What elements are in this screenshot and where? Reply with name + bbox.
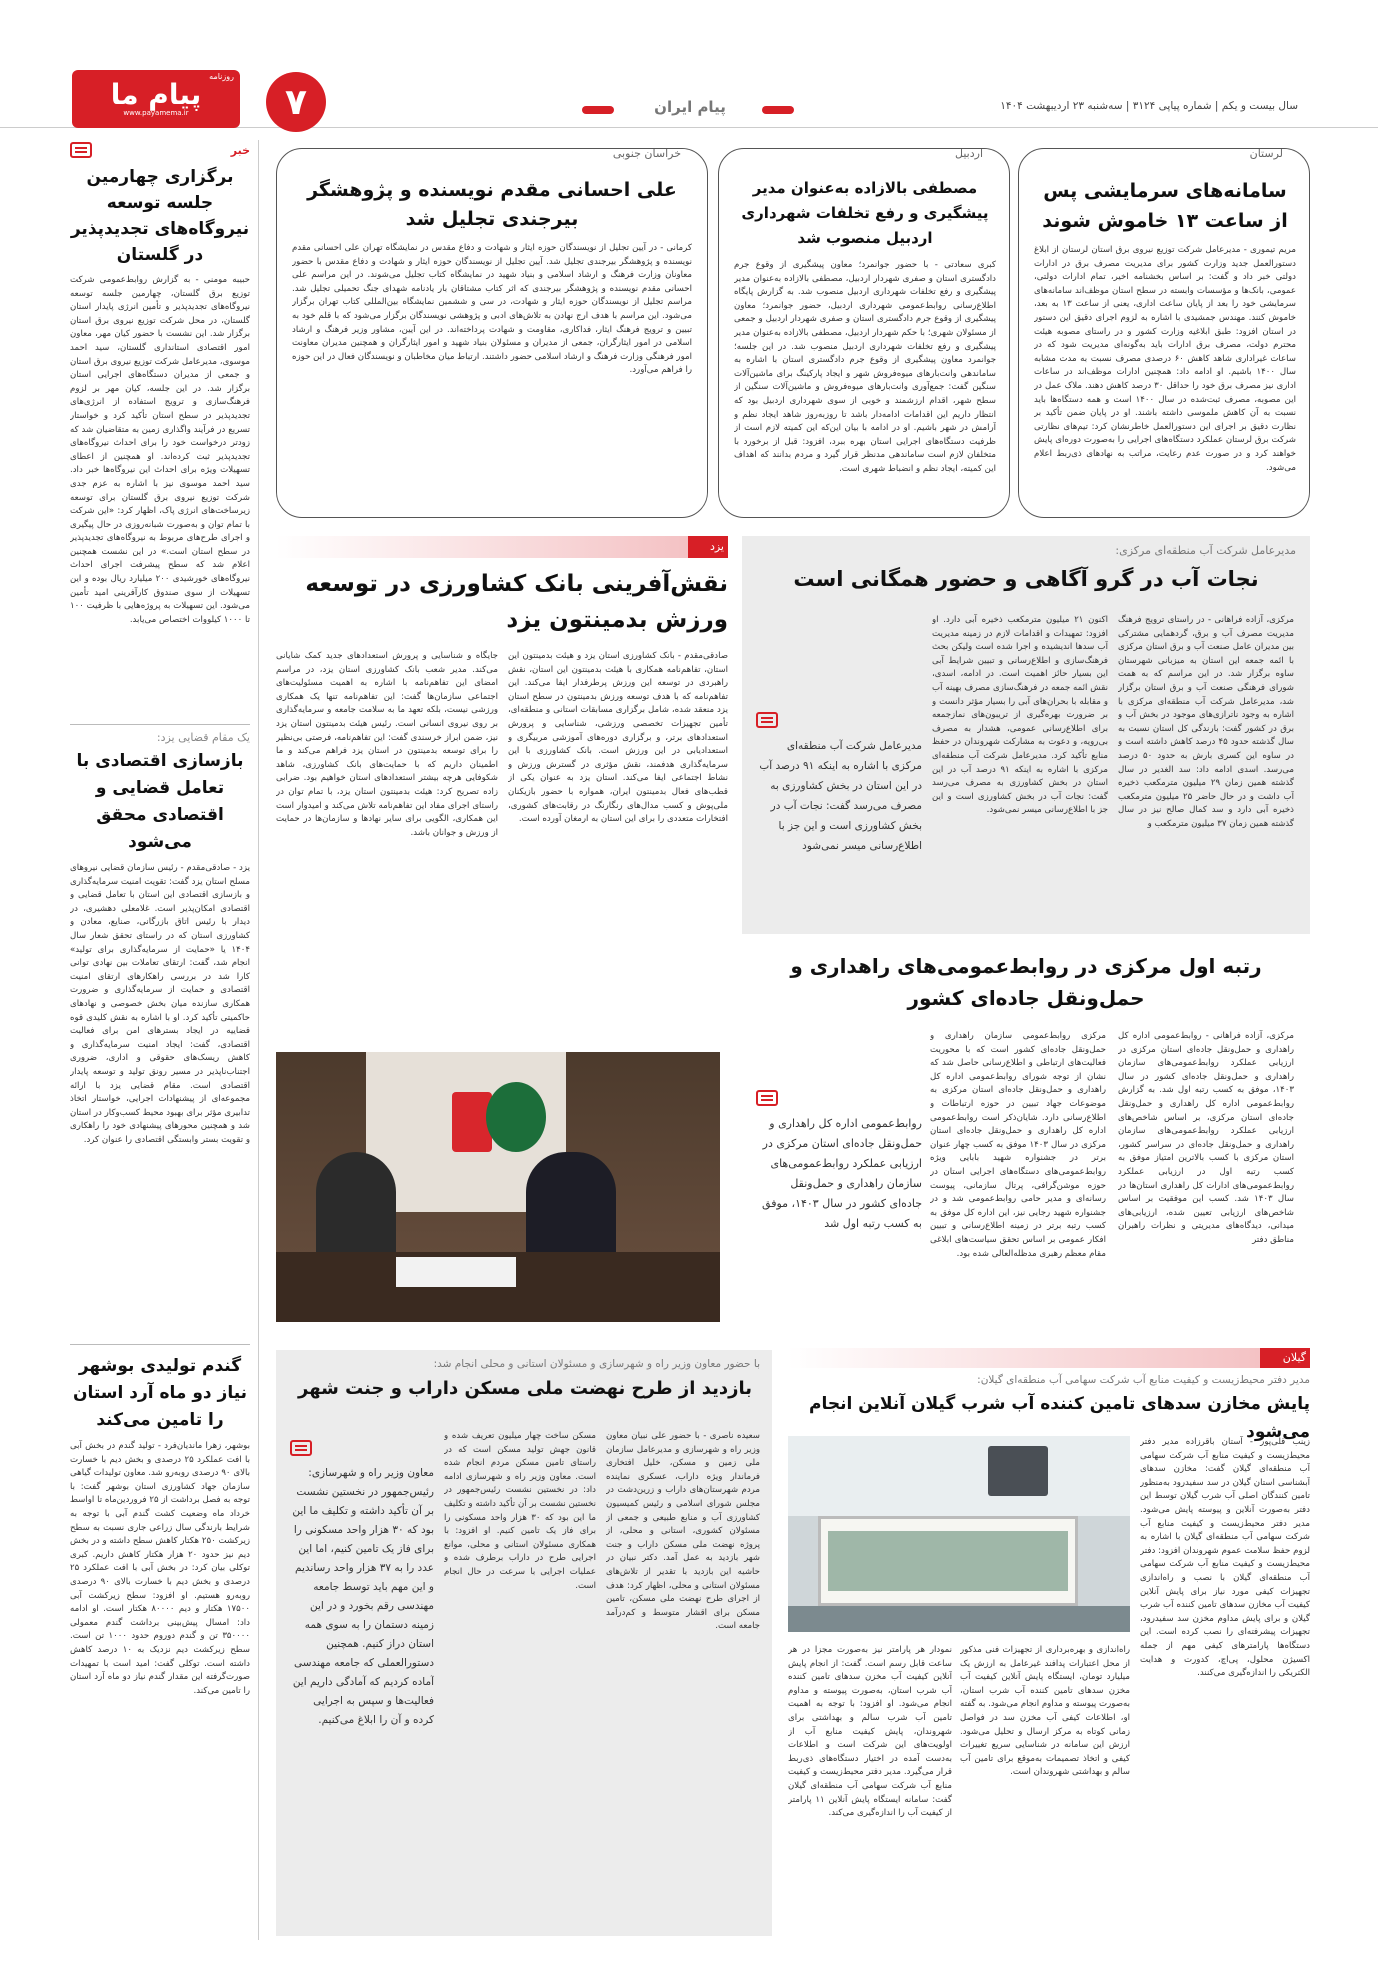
- left-story3-body: بوشهر، زهرا ماندیان‌فرد - تولید گندم در بخش آبی با افت عملکرد ۲۵ درصدی و بخش دیم با خسارت بالای ۹۰ درصدی روبه‌رو شد. معاون تولیدات گیاهی سازمان جهاد کشاورزی استان بوشهر گفت: با توجه به فصل برداشت از ۲۵ فروردین‌ماه تا اواسط خرداد ماه وضعیت کشت گندم آبی با توجه به شرایط بارندگی سال زراعی جاری نسبت به سطح زیرکشت ۲۵۰ هکتار کاهش سطح داشته و در بخش دیم نیز حدود ۲۰ هزار هکتار کاهش داریم. کبری توکلی بیان کرد: در بخش آبی با افت عملکرد ۲۵ درصدی و بخش دیم با خسارت بالای ۹۰ درصدی روبه‌رو هستیم. او افزود: سطح زیرکشت آبی ۱۷۵۰۰ هکتار و دیم ۸۰۰۰۰ هکتار است. او ادامه داد: امسال پیش‌بینی برداشت گندم معمولی ۳۵۰۰۰۰ تن و گندم دوروم حدود ۱۰۰۰ تن است. سطح زیرکشت دیم نزدیک به ۱۰ درصد کاهش داشته است. توکلی گفت: امید است با تمهیدات صورت‌گرفته این مقدار گندم نیاز دو ماه آرد استان را تامین می‌کند.: [70, 1441, 250, 1696]
- yazd-region: یزد: [709, 540, 724, 553]
- quote-icon: [290, 1440, 312, 1456]
- story-body-khorasan: کرمانی - در آیین تجلیل از نویسندگان حوزه ایثار و شهادت و دفاع مقدس در نمایشگاه تهران علی احسانی مقدم نویسنده و پژوهشگر بیرجندی تجلیل شد. آیین تجلیل از نویسندگان حوزه ایثار و شهادت و دفاع مقدس با حضور معاونان وزارت فرهنگ و ارشاد اسلامی و بنیاد شهید در نمایشگاه کتاب تجلیل می‌شوند. در این مراسم علی احسانی مقدم نویسنده و پژوهشگر بیرجندی که اثر کتاب مشتاقان بار یادنامه شهدای جنگ تحمیلی تجلیل شد. مراسم تجلیل از نویسندگان حوزه ایثار و شهادت، در سی و ششمین نمایشگاه بین‌المللی کتاب تهران برگزار می‌شود. این مراسم با هدف ارج نهادن به تلاش‌های ادبی و پژوهشی نویسندگان برگزار می‌شود که با قلم خود به تبیین و ترویج فرهنگ ایثار، فداکاری، مقاومت و شهادت پرداخته‌اند. در این آیین، مشاور وزیر فرهنگ و ارشاد اسلامی در امور ایثارگران، جمعی از مدیران و مسئولان بنیاد شهید و امور ایثارگران و همچنین مدیران معاونت امور فرهنگی وزارت فرهنگ و ارشاد اسلامی حضور داشتند. ارتباط میان مخاطبان و نویسندگان فعال در این حوزه را فراهم می‌آورد.: [292, 243, 692, 376]
- roads-title-wrap: [756, 950, 1296, 1014]
- story-body-lorestan: مریم تیموری - مدیرعامل شرکت توزیع نیروی برق استان لرستان از ابلاغ دستورالعمل جدید وزارت کشور برای مدیریت مصرف برق در ادارات دولتی خبر داد و گفت: بر اساس بخشنامه اخیر، تمام ادارات دولتی، عمومی، بانک‌ها و مؤسسات وابسته در سطح استان موظف‌اند سامانه‌های سرمایشی خود را بعد از پایان ساعت اداری، یعنی از ساعت ۱۳ به بعد، خاموش کنند. مهندس جمشیدی با اشاره به لزوم اجرای دقیق این دستور در استان افزود: طبق ابلاغیه وزارت کشور و در راستای مصوبه هیئت محترم دولت، مصرف برق ادارات باید به‌گونه‌ای مدیریت شود که در ساعات غیراداری شاهد کاهش ۶۰ درصدی مصرف نسبت به مدت مشابه سال ۱۴۰۰ باشیم. او ادامه داد: همچنین ادارات موظف‌اند در ساعات اداری نیز مصرف برق خود را حداقل ۳۰ درصد کاهش دهند. ملاک عمل در این مصوبه، مصرف ثبت‌شده در سال ۱۴۰۰ است و همه دستگاه‌ها باید نسبت به آن کاهش ملموسی داشته باشند. او در پایان ضمن تأکید بر نظارت دقیق بر اجرای این دستورالعمل خاطرنشان کرد: تیم‌های نظارتی شرکت برق لرستان عملکرد دستگاه‌های اجرایی را به‌صورت دوره‌ای پایش خواهند کرد و در صورت عدم رعایت، مراتب به نهادهای ذی‌ربط اعلام می‌شود.: [1034, 245, 1296, 473]
- story-lorestan-content: [1034, 176, 1296, 504]
- story-title-lorestan: سامانه‌های سرمایشی پس از ساعت ۱۳ خاموش شوند: [1042, 180, 1288, 232]
- roads-col2: مرکزی روابط‌عمومی سازمان راهداری و حمل‌ونقل جاده‌ای کشور است که با محوریت فعالیت‌های ارتباطی و اطلاع‌رسانی حاصل شد که نشان از توجه شورای روابط‌عمومی اداره کل راهداری و حمل‌ونقل جاده‌ای استان مرکزی به موضوعات جهاد تبیین در حوزه ارتباطات و اطلاع‌رسانی دارد. شایان‌ذکر است روابط‌عمومی اداره کل راهداری و حمل‌ونقل جاده‌ای استان مرکزی در سال ۱۴۰۳ موفق به کسب چهار عنوان برتر در جشنواره شهید بابایی ویژه روابط‌عمومی‌های دستگاه‌های اجرایی استان در حوزه موشن‌گرافی، پرتال سازمانی، پیوست رسانه‌ای و مدیر حامی روابط‌عمومی شد و در جشنواره شهید رجایی نیز، این اداره کل موفق به کسب رتبه برتر در زمینه اطلاع‌رسانی و تبیین افکار عمومی بر اساس تحقق سیاست‌های ابلاغی مقام معظم رهبری مدظله‌العالی شده بود.: [930, 1031, 1106, 1259]
- guilan-col2: راه‌اندازی و بهره‌برداری از تجهیزات فنی مذکور از محل اعتبارات پدافند غیرعامل به ارزش یک میلیارد تومان، ایستگاه پایش آنلاین کیفیت آب مخزن سدهای تامین کننده آب شرب استان، به‌صورت پیوسته و مداوم انجام می‌شود. به گفته او، اطلاعات کیفی آب مخزن سد در فواصل زمانی کوتاه به مرکز ارسال و تحلیل می‌شود. ارزش این سامانه در شناسایی سریع تغییرات کیفی و اتخاذ تصمیمات به‌موقع برای تامین آب سالم و بهداشتی شهروندان است.: [960, 1645, 1130, 1778]
- left-story1-body: حبیبه مومنی - به گزارش روابط‌عمومی شرکت توزیع برق گلستان، چهارمین جلسه توسعه نیروگاه‌های تجدیدپذیر و تأمین انرژی پایدار استان گلستان، در محل شرکت توزیع نیروی برق استان برگزار شد. این نشست با حضور کیان مهر، معاون امور اقتصادی استانداری گلستان، سید احمد موسوی، مدیرعامل شرکت توزیع نیروی برق استان و جمعی از مدیران دستگاه‌های اجرایی استان برگزار شد. در این جلسه، کیان مهر بر لزوم فرهنگ‌سازی و ترویج استفاده از انرژی‌های تجدیدپذیر در سطح استان تأکید کرد و خواستار تسریع در فرآیند واگذاری زمین به متقاضیان شد که زودتر درخواست خود را برای احداث نیروگاه‌های تجدیدپذیر ثبت کرده‌اند. او همچنین از اعطای تسهیلات ویژه برای احداث این نیروگاه‌ها خبر داد. سید احمد موسوی نیز با اشاره به عزم جدی شرکت توزیع نیروی برق گلستان برای توسعه زیرساخت‌های انرژی پاک، اظهار کرد: «این شرکت با تمام توان و به‌صورت شبانه‌روزی در حال پیگیری و اجرای طرح‌های مربوط به نیروگاه‌های تجدیدپذیر در سطح استان است.» در این نشست همچنین اعلام شد که سطح پیشرفت اجرای احداث نیروگاه‌های خورشیدی ۲۰۰ میلیارد ریال بوده و این تسهیلات از سوی صندوق کارآفرینی امید تأمین می‌شود. این تسهیلات به پروژه‌هایی با ظرفیت ۱۰۰ تا ۱۰۰۰ کیلووات اختصاص می‌یابد.: [70, 275, 250, 625]
- header-divider-right: [762, 106, 794, 114]
- housing-quote-text: معاون وزیر راه و شهرسازی: رئیس‌جمهور در نخستین نشست بر آن تأکید داشته و تکلیف ما این بود که ۳۰ هزار واحد مسکونی را برای فاز یک تامین کنیم، اما این عدد را به ۳۷ هزار واحد رساندیم و این مهم باید توسط جامعه مهندسی رقم بخورد و در این زمینه دستمان را به سوی همه استان دراز کنیم. همچنین دستورالعملی که جامعه مهندسی آماده کردیم که آمادگی داریم این فعالیت‌ها و سپس به اجرایی کرده و آن را ابلاغ می‌کنیم.: [292, 1467, 434, 1726]
- water-col1: مرکزی، آزاده فراهانی - در راستای ترویج فرهنگ مدیریت مصرف آب و برق، گردهمایی مشترکی بین مدیران عامل صنعت آب و برق استان مرکزی با ائمه جمعه این استان به میزبانی شهرستان ساوه برگزار شد. در این مراسم که به همت شورای فرهنگی صنعت آب و برق استان برگزار شد، مدیرعامل شرکت آب منطقه‌ای مرکزی با اشاره به وجود ناترازی‌های موجود در بخش آب و برق در کشور گفت: بارندگی کل استان نسبت به سال گذشته حدود ۴۵ درصد کاهش داشته است و در ساوه این کسری بارش به حدود ۵۰ درصد می‌رسد. اسدی ادامه داد: سد الغدیر در سال گذشته همین زمان ۲۹ میلیون مترمکعب ذخیره آب داشت و در حال حاضر ۲۵ میلیون مترمکعب ذخیره آبی دارد و سد کمال صالح نیز در سال گذشته همین زمان ۳۷ میلیون مترمکعب و: [1118, 615, 1294, 829]
- story-ardabil-content: [734, 176, 996, 529]
- water-quote: [756, 712, 922, 856]
- header-divider-left: [582, 106, 614, 114]
- guilan-col3: نمودار هر پارامتر نیز به‌صورت مجزا در هر ساعت قابل رسم است. گفت: از انجام پایش آنلاین کیفیت آب مخزن سدهای تامین کننده آب شرب استان، به‌صورت پیوسته و مداوم انجام می‌شود. او افزود: با توجه به اهمیت تامین آب شرب سالم و بهداشتی برای شهروندان، پایش کیفیت منابع آب از اولویت‌های این شرکت است و اطلاعات به‌دست آمده در اختیار دستگاه‌های ذی‌ربط قرار می‌گیرد. مدیر دفتر محیط‌زیست و کیفیت منابع آب شرکت سهامی آب منطقه‌ای گیلان گفت: سامانه ایستگاه پایش آنلاین ۱۱ پارامتر از کیفیت آب را اندازه‌گیری می‌کند.: [788, 1645, 952, 1819]
- left-story2-kicker: یک مقام قضایی یزد:: [156, 731, 250, 744]
- left-tag: خبر: [230, 143, 250, 157]
- housing-head: [290, 1358, 760, 1404]
- left-story1-title: برگزاری چهارمین جلسه توسعه نیروگاه‌های تجدیدپذیر در گلستان: [70, 167, 250, 265]
- story-region-khorasan: خراسان جنوبی: [607, 148, 687, 160]
- housing-kicker: با حضور معاون وزیر راه و شهرسازی و مسئولان استانی و محلی انجام شد:: [433, 1358, 760, 1370]
- yazd-title: نقش‌آفرینی بانک کشاورزی در توسعه ورزش بدمینتون یزد: [305, 571, 728, 633]
- guilan-kicker: مدیر دفتر محیط‌زیست و کیفیت منابع آب شرکت سهامی آب منطقه‌ای گیلان:: [977, 1374, 1310, 1386]
- guilan-col1: زینب قلی‌پور - آستان باقرزاده مدیر دفتر محیط‌زیست و کیفیت منابع آب شرکت سهامی آب منطقه‌ای گیلان گفت: مخازن سدهای آبشناسی استان گیلان در سد سفیدرود به‌منظور تامین کنندگان اصلی آب شرب گیلان توسط این دفتر به‌صورت آنلاین و پیوسته پایش می‌شود. مدیر دفتر محیط‌زیست و کیفیت منابع آب شرکت سهامی آب منطقه‌ای گیلان با اشاره به لزوم حفظ سلامت عموم شهروندان افزود: دفتر محیط‌زیست و کیفیت منابع آب شرکت سهامی آب منطقه‌ای گیلان با نصب و راه‌اندازی تجهیزات کیفی مورد نیاز برای پایش آنلاین کیفیت آب مخازن سدهای تامین کننده آب شرب گیلان و برای پایش مداوم مخزن سد سفیدرود، تجهیزات پیشرفته‌ای را نصب کرده است. این دستگاه‌ها پارامترهای کیفی مهم از جمله اکسیژن محلول، پی‌اچ، کدورت و هدایت الکتریکی را اندازه‌گیری می‌کنند.: [1140, 1437, 1310, 1679]
- guilan-region: گیلان: [1282, 1351, 1306, 1364]
- housing-quote: [290, 1440, 434, 1924]
- logo-site: www.payamema.ir: [123, 109, 189, 117]
- left-story2-body: یزد - صادقی‌مقدم - رئیس سازمان قضایی نیروهای مسلح استان یزد گفت: تقویت امنیت سرمایه‌گذاری و بازسازی اقتصادی این استان با تعامل قضایی و اقتصادی امکان‌پذیر است. غلامعلی دهشیری، در دیدار با رئیس اتاق بازرگانی، صنایع، معادن و کشاورزی استان که در راستای تحقق شعار سال ۱۴۰۴ یا «حمایت از سرمایه‌گذاری برای تولید» انجام شد، گفت: ارتقای تعاملات بین نهادی توانی کارا شد در بررسی راهکارهای ارتقای امنیت اقتصادی و حمایت از سرمایه‌گذاری و ضرورت همکاری سازنده میان بخش خصوصی و نهادهای حاکمیتی تأکید کرد. او با اشاره به نقش کلیدی قوه قضاییه در ایجاد بسترهای امن برای فعالیت اقتصادی، گفت: ایجاد امنیت سرمایه‌گذاری و کاهش ریسک‌های حقوقی و اداری، ضروری اجتناب‌ناپذیر در مسیر رونق تولید و توسعه پایدار اقتصادی است. مقام قضایی یزد با ارائه مجموعه‌ای از پیشنهادات اجرایی، خواستار اتخاذ تدابیری مؤثر برای بهبود محیط کسب‌وکار در استان شد و همچنین محورهای پیشنهادی خود را راهکاری و تقویت بستر وابستگی اقتصادی را عنوان کرد.: [70, 863, 250, 1145]
- yazd-col1: صادقی‌مقدم - بانک کشاورزی استان یزد و هیئت بدمینتون این استان، تفاهم‌نامه همکاری با هیئت بدمینتون این استان، نقش راهبردی در توسعه این ورزش پرطرفدار ایفا می‌کند. این تفاهم‌نامه که با هدف توسعه ورزش بدمینتون در سطح استان یزد منعقد شده، شامل برگزاری مسابقات استانی و منطقه‌ای، تأمین تجهیزات تخصصی ورزشی، شناسایی و پرورش استعدادهای برتر، و برگزاری دوره‌های آموزشی مربیگری و استعدادیابی در این ورزش است. بانک کشاورزی با این سرمایه‌گذاری هدفمند، نقش مؤثری در گسترش ورزش و نشاط اجتماعی ایفا می‌کند. استان یزد به عنوان یکی از قطب‌های فعال بدمینتون ایران، همواره با حضور بازیکنان ملی‌پوش و کسب مدال‌های رنگارنگ در رقابت‌های کشوری، افتخارات متعددی را برای این استان به ارمغان آورده است.: [508, 651, 728, 825]
- quote-icon: [756, 1090, 778, 1106]
- logo-small-text: روزنامه: [209, 72, 234, 81]
- story-khorasan-content: [292, 176, 692, 512]
- story-region-ardabil: اردبیل: [949, 148, 989, 160]
- roads-col1: مرکزی، آزاده فراهانی - روابط‌عمومی اداره کل راهداری و حمل‌ونقل جاده‌ای استان مرکزی در ارزیابی عملکرد روابط‌عمومی‌های سازمان راهداری و حمل‌ونقل جاده‌ای کشور در سال ۱۴۰۳، موفق به کسب رتبه اول شد. به گزارش روابط‌عمومی اداره کل راهداری و حمل‌ونقل جاده‌ای استان مرکزی، بر اساس شاخص‌های ارزیابی عملکرد روابط‌عمومی‌های سازمان راهداری و حمل‌ونقل جاده‌ای در سراسر کشور، استان مرکزی با کسب بالاترین امتیاز موفق به کسب رتبه اول در ارزیابی عملکرد روابط‌عمومی‌های ادارات کل راهداری استان‌ها در سال ۱۴۰۳ شد. کسب این موفقیت بر اساس شاخص‌های ارزیابی تعیین شده، ارزیابی‌های میدانی، دیدگاه‌های مدیریتی و نظرات راهبران مناطق دفتر: [1118, 1031, 1294, 1245]
- left-column-rule: [258, 140, 259, 1940]
- housing-col2: مسکن ساخت چهار میلیون تعریف شده و قانون جهش تولید مسکن است که در راستای تامین مسکن مردم انجام شده است. معاون وزیر راه و شهرسازی ادامه داد: در نخستین نشست رئیس‌جمهور در نخستین نشست بر آن تأکید داشته و تکلیف ما این بود که ۳۰ هزار واحد مسکونی را برای فاز یک تامین کنیم. او افزود: با همکاری مسئولان استانی و محلی، موانع اجرایی طرح در داراب برطرف شده و عملیات اجرایی با سرعت در حال انجام است.: [444, 1431, 596, 1591]
- yazd-title-wrap: [276, 566, 728, 638]
- guilan-photo: [788, 1436, 1130, 1632]
- yazd-bar: [276, 536, 728, 558]
- page-number: ۷: [285, 81, 307, 123]
- page-number-badge: [266, 72, 326, 132]
- issue-info: سال بیست و یکم | شماره پیاپی ۳۱۲۴ | سه‌شنبه ۲۳ اردیبهشت ۱۴۰۴: [1000, 100, 1298, 112]
- guilan-title: پایش مخازن سدهای تامین کننده آب شرب گیلان آنلاین انجام می‌شود: [809, 1394, 1310, 1442]
- logo: [72, 70, 240, 128]
- section-title: پیام ایران: [654, 98, 726, 116]
- story-title-ardabil: مصطفی بالازاده به‌عنوان مدیر پیشگیری و رفع تخلفات شهرداری اردبیل منصوب شد: [741, 179, 989, 247]
- yazd-col2: جایگاه و شناسایی و پرورش استعدادهای جدید کمک شایانی می‌کند. مدیر شعب بانک کشاورزی استان یزد، در مراسم امضای این تفاهم‌نامه با اشاره به اهمیت مسئولیت‌های اجتماعی سازمان‌ها گفت: این تفاهم‌نامه تنها یک همکاری ورزشی نیست، بلکه تعهد ما به سلامت جامعه و سرمایه‌گذاری بر روی نیروی انسانی است. رئیس هیئت بدمینتون استان یزد نیز، ضمن ابراز خرسندی گفت: این تفاهم‌نامه، فرصتی بی‌نظیر را برای توسعه بدمینتون در استان یزد فراهم می‌کند و ما اطمینان داریم که با حمایت‌های بانک کشاورزی، شاهد شکوفایی هرچه بیشتر استعدادهای استان خواهیم بود. ضرابی زاده تصریح کرد: هیئت بدمینتون استان یزد، با تمام توان در راستای اجرای مفاد این تفاهم‌نامه تلاش می‌کند و امیدوار است این همکاری، الگویی برای سایر نهادها و سازمان‌ها در حمایت از ورزش و جوانان باشد.: [276, 651, 498, 838]
- story-title-khorasan: علی احسانی مقدم نویسنده و پژوهشگر بیرجندی تجلیل شد: [307, 179, 677, 230]
- housing-col1: سعیده ناصری - با حضور علی نبیان معاون وزیر راه و شهرسازی و مدیرعامل سازمان ملی زمین و مسکن، خلیل افتخاری فرماندار ویژه داراب، عسکری نماینده مردم شهرستان‌های داراب و زرین‌دشت در مجلس شورای اسلامی و رئیس کمیسیون کشاورزی آب و منابع طبیعی و جمعی از مسئولان کشوری، استانی و محلی، از پروژه نهضت ملی مسکن داراب و جنت شهر بازدید به عمل آمد. دکتر نبیان در حاشیه این بازدید با تقدیر از تلاش‌های مسئولان استانی و محلی، اظهار کرد: هدف از اجرای طرح نهضت ملی مسکن، تامین مسکن برای اقشار متوسط و کم‌درآمد جامعه است.: [606, 1431, 760, 1632]
- quote-icon: [756, 712, 778, 728]
- roads-quote-text: روابط‌عمومی اداره کل راهداری و حمل‌ونقل جاده‌ای استان مرکزی در ارزیابی عملکرد روابط‌عمومی‌های سازمان راهداری و حمل‌ونقل جاده‌ای کشور در سال ۱۴۰۳، موفق به کسب رتبه اول شد: [762, 1117, 922, 1230]
- news-icon: [70, 142, 92, 158]
- left-column: [70, 142, 250, 1932]
- water-col2: اکنون ۲۱ میلیون مترمکعب ذخیره آبی دارد. او افزود: تمهیدات و اقدامات لازم در زمینه مدیریت آب سدها اندیشیده و اجرا شده است ولیکن بحث فرهنگ‌سازی و اطلاع‌رسانی و تبیین شرایط آبی این بسیار حائز اهمیت است. در ادامه، اسدی، نقش ائمه جمعه در فرهنگ‌سازی مصرف بهینه آب و مقابله با بحران‌های آبی را بسیار مؤثر دانست و بر ضرورت بهره‌گیری از تریبون‌های نمازجمعه برای اطلاع‌رسانی عمومی، هشدار به مصرف بی‌رویه، و دعوت به مشارکت شهروندان در حفظ منابع تأکید کرد. مدیرعامل شرکت آب منطقه‌ای مرکزی با اشاره به اینکه ۹۱ درصد آب در این استان در بخش کشاورزی به مصرف می‌رسد گفت: نجات آب در بخش کشاورزی است و این جز با اطلاع‌رسانی میسر نمی‌شود.: [932, 615, 1108, 816]
- story-region-lorestan: لرستان: [1244, 148, 1289, 160]
- housing-title: بازدید از طرح نهضت ملی مسکن داراب و جنت شهر: [298, 1378, 752, 1399]
- guilan-bar: [788, 1348, 1310, 1368]
- left-story3-title: گندم تولیدی بوشهر نیاز دو ماه آرد استان را تامین می‌کند: [72, 1356, 248, 1430]
- roads-title: رتبه اول مرکزی در روابط‌عمومی‌های راهداری و حمل‌ونقل جاده‌ای کشور: [790, 954, 1262, 1010]
- yazd-photo: [276, 1052, 720, 1322]
- water-content: [756, 544, 1296, 595]
- water-title: نجات آب در گرو آگاهی و حضور همگانی است: [793, 567, 1259, 591]
- logo-text: پیام ما: [110, 78, 202, 111]
- water-kicker: مدیرعامل شرکت آب منطقه‌ای مرکزی:: [1115, 544, 1296, 557]
- water-quote-text: مدیرعامل شرکت آب منطقه‌ای مرکزی با اشاره به اینکه ۹۱ درصد آب در این استان در بخش کشاورزی به مصرف می‌رسد گفت: نجات آب در بخش کشاورزی است و این جز با اطلاع‌رسانی میسر نمی‌شود: [759, 740, 922, 852]
- left-story2-title: بازسازی اقتصادی با تعامل قضایی و اقتصادی محقق می‌شود: [76, 751, 244, 852]
- story-body-ardabil: کبری سعادتی - با حضور جوانمرد؛ معاون پیشگیری از وقوع جرم دادگستری استان و صفری شهردار اردبیل، مصطفی بالازاده به‌عنوان مدیر پیشگیری و رفع تخلفات شهرداری اردبیل منصوب شد. به گزارش پایگاه اطلاع‌رسانی روابط‌عمومی شهرداری اردبیل، حضور جوانمرد؛ معاون پیشگیری از وقوع جرم دادگستری استان و صفری شهردار اردبیل و جمعی از مسئولان شهری؛ با حکم شهردار اردبیل، مصطفی بالازاده به‌عنوان مدیر پیشگیری و رفع تخلفات شهرداری اردبیل منصوب شد. در این جلسه؛ جوانمرد معاون پیشگیری از وقوع جرم دادگستری استان با اشاره به ساماندهی وانت‌بارهای میوه‌فروش شهر و ایجاد پارکینگ برای ماشین‌آلات سنگین گفت: جمع‌آوری وانت‌بارهای میوه‌فروش و ماشین‌آلات سنگین از سطح شهر، اقدام ارزشمند و خوبی از سوی شهرداری اردبیل بود که انتظار داریم این اقدامات ادامه‌دار باشد تا روزبه‌روز شاهد ایجاد نظم و آرامش در شهر باشیم. او در ادامه با بیان این‌که این کمیته لازم است از ظرفیت دستگاه‌های اجرایی استان بهره ببرد، افزود: قبل از برخورد با متخلفان لازم است ساماندهی مدنظر قرار گیرد و مردم بدانند که اهداف این کمیته، ایجاد نظم و انضباط شهری است.: [734, 260, 996, 474]
- roads-quote: [756, 1090, 922, 1234]
